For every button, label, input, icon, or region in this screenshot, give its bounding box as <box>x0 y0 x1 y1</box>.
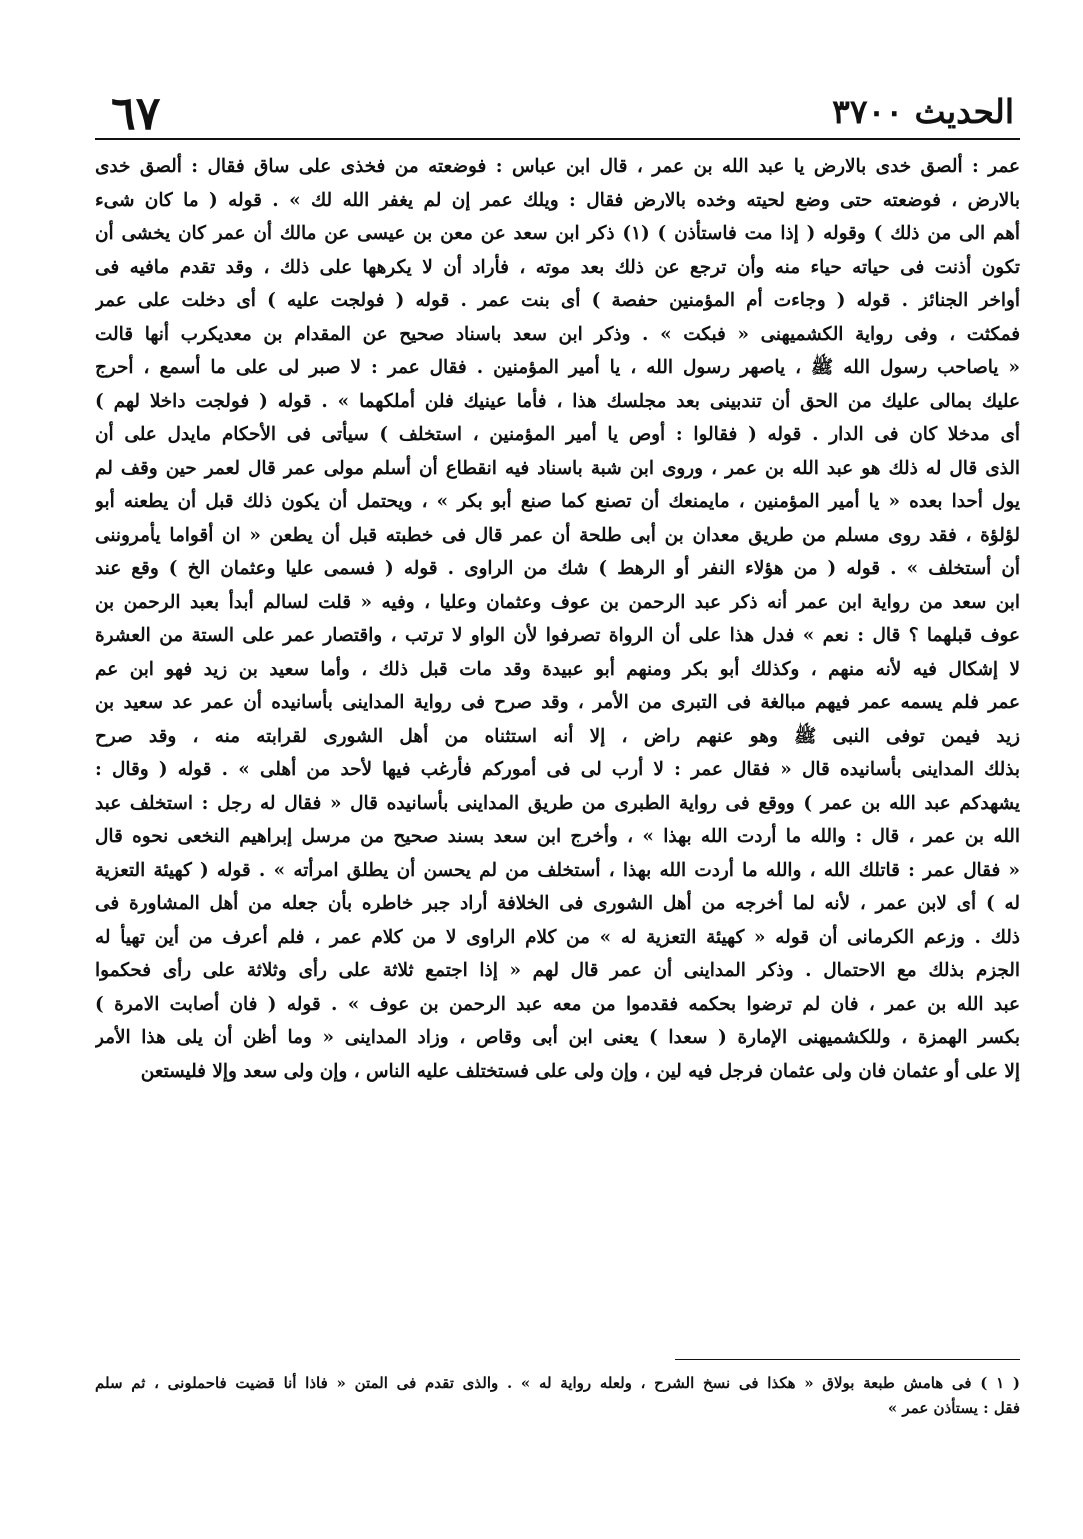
text-line: بالارض ، فوضعته حتى وضع لحيته وخده بالارض فقال : ويلك عمر إن لم يغفر الله لك » . قوله ( ما كان شىء <box>95 189 1020 211</box>
text-line: ذلك . وزعم الكرمانى أن قوله « كهيئة التعزية له » من كلام الراوى لا من كلام عمر ، فلم أعرف من أين تهيأ له <box>95 926 1020 948</box>
page-number: ٦٧ <box>111 86 161 140</box>
footnote-line: فقل : يستأذن عمر » <box>887 1399 1020 1417</box>
text-line: زيد فيمن توفى النبى ﷺ وهو عنهم راض ، إلا أنه استثناه من أهل الشورى لقرابته منه ، وقد صرح <box>95 725 1020 747</box>
text-line: إلا على أو عثمان فان ولى عثمان فرجل فيه لين ، وإن ولى على فستختلف عليه الناس ، وإن ولى سعد وإلا فليستعن <box>140 1060 1020 1082</box>
text-line: يول أحدا بعده « يا أمير المؤمنين ، مايمنعك أن تصنع كما صنع أبو بكر » ، ويحتمل أن يكون ذلك قبل أن يطعنه أبو <box>95 491 1020 512</box>
page-header <box>95 84 1020 140</box>
text-line: بذلك المداينى بأسانيده قال « فقال عمر : لا أرب لى فى أموركم فأرغب فيها لأحد من أهلى » . قوله ( وقال : <box>95 759 1020 780</box>
running-title: الحديث ٣٧٠٠ <box>832 92 1014 131</box>
text-line: أواخر الجنائز . قوله ( وجاءت أم المؤمنين حفصة ) أى بنت عمر . قوله ( فولجت عليه ) أى دخلت على عمر <box>95 290 1020 311</box>
text-line: ابن سعد من رواية ابن عمر أنه ذكر عبد الرحمن بن عوف وعثمان وعليا ، وفيه « قلت لسالم أبدأ بعبد الرحمن بن <box>95 591 1020 613</box>
text-line: له ) أى لابن عمر ، لأنه لما أخرجه من أهل الشورى فى الخلافة أراد جبر خاطره بأن جعله من أهل المشاورة فى <box>95 893 1020 914</box>
text-line: عمر فلم يسمه عمر فيهم مبالغة فى التبرى من الأمر ، وقد صرح فى رواية المداينى بأسانيده أن عمر عد سعيد بن <box>95 692 1020 713</box>
text-line: فمكثت ، وفى رواية الكشميهنى « فبكت » . وذكر ابن سعد باسناد صحيح عن المقدام بن معديكرب أنها قالت <box>95 323 1020 345</box>
text-line: الذى قال له ذلك هو عبد الله بن عمر ، وروى ابن شبة باسناد فيه انقطاع أن أسلم مولى عمر قال لعمر حين وقف لم <box>95 457 1020 479</box>
text-line: « فقال عمر : قاتلك الله ، والله ما أردت الله بهذا ، أستخلف من لم يحسن أن يطلق امرأته » . قوله ( كهيئة التعزية <box>95 859 1020 881</box>
text-line: الله بن عمر ، قال : والله ما أردت الله بهذا » ، وأخرج ابن سعد بسند صحيح من مرسل إبراهيم النخعى نحوه قال <box>95 826 1020 847</box>
text-line: عمر : ألصق خدى بالارض يا عبد الله بن عمر ، قال ابن عباس : فوضعته من فخذى على ساق فقال : ألصق خدى <box>95 156 1020 177</box>
text-line: تكون أذنت فى حياته حياء منه وأن ترجع عن ذلك بعد موته ، فأراد أن لا يكرهها على ذلك ، وقد تقدم مافيه فى <box>95 256 1020 278</box>
footnote-rule <box>675 1359 1020 1360</box>
text-line: عوف قبلهما ؟ قال : نعم » فدل هذا على أن الرواة تصرفوا لأن الواو لا ترتب ، واقتصار عمر على الستة من العشرة <box>95 625 1020 646</box>
footnote-line: ( ١ ) فى هامش طبعة بولاق « هكذا فى نسخ الشرح ، ولعله رواية له » . والذى تقدم فى المتن « فاذا أنا قضيت فاحملونى ، ثم سلم <box>95 1374 1020 1392</box>
header-rule <box>95 138 1020 140</box>
text-line: بكسر الهمزة ، وللكشميهنى الإمارة ( سعدا ) يعنى ابن أبى وقاص ، وزاد المداينى « وما أظن أن يلى هذا الأمر <box>95 1027 1020 1048</box>
footnotes <box>95 1371 1020 1421</box>
page <box>95 84 1020 1417</box>
text-line: « ياصاحب رسول الله ﷺ ، ياصهر رسول الله ، يا أمير المؤمنين . فقال عمر : لا صبر لى على ما أسمع ، أحرج <box>95 357 1020 378</box>
text-line: الجزم بذلك مع الاحتمال . وذكر المداينى أن عمر قال لهم « إذا اجتمع ثلاثة على رأى وثلاثة على رأى فحكموا <box>95 960 1020 981</box>
text-line: عبد الله بن عمر ، فان لم ترضوا بحكمه فقدموا من معه عبد الرحمن بن عوف » . قوله ( فان أصابت الامرة ) <box>95 993 1020 1015</box>
text-line: لا إشكال فيه لأنه منهم ، وكذلك أبو بكر ومنهم أبو عبيدة وقد مات قبل ذلك ، وأما سعيد بن زيد فهو ابن عم <box>95 658 1020 680</box>
text-line: أى مدخلا كان فى الدار . قوله ( فقالوا : أوص يا أمير المؤمنين ، استخلف ) سيأتى فى الأحكام مايدل على أن <box>95 424 1020 445</box>
text-line: أهم الى من ذلك ) وقوله ( إذا مت فاستأذن ) (١) ذكر ابن سعد عن معن بن عيسى عن مالك أن عمر كان يخشى أن <box>95 223 1020 244</box>
body-text <box>95 150 1020 1088</box>
text-line: عليك بمالى عليك من الحق أن تندبينى بعد مجلسك هذا ، فأما عينيك فلن أملكهما » . قوله ( فولجت داخلا لهم ) <box>95 390 1020 412</box>
text-line: يشهدكم عبد الله بن عمر ) ووقع فى رواية الطبرى من طريق المداينى بأسانيده قال « فقال له رجل : استخلف عبد <box>95 792 1020 814</box>
text-line: أن أستخلف » . قوله ( من هؤلاء النفر أو الرهط ) شك من الراوى . قوله ( فسمى عليا وعثمان الخ ) وقع عند <box>95 558 1020 579</box>
text-line: لؤلؤة ، فقد روى مسلم من طريق معدان بن أبى طلحة أن عمر قال فى خطبته قبل أن يطعن « ان أقواما يأمروننى <box>95 524 1020 546</box>
